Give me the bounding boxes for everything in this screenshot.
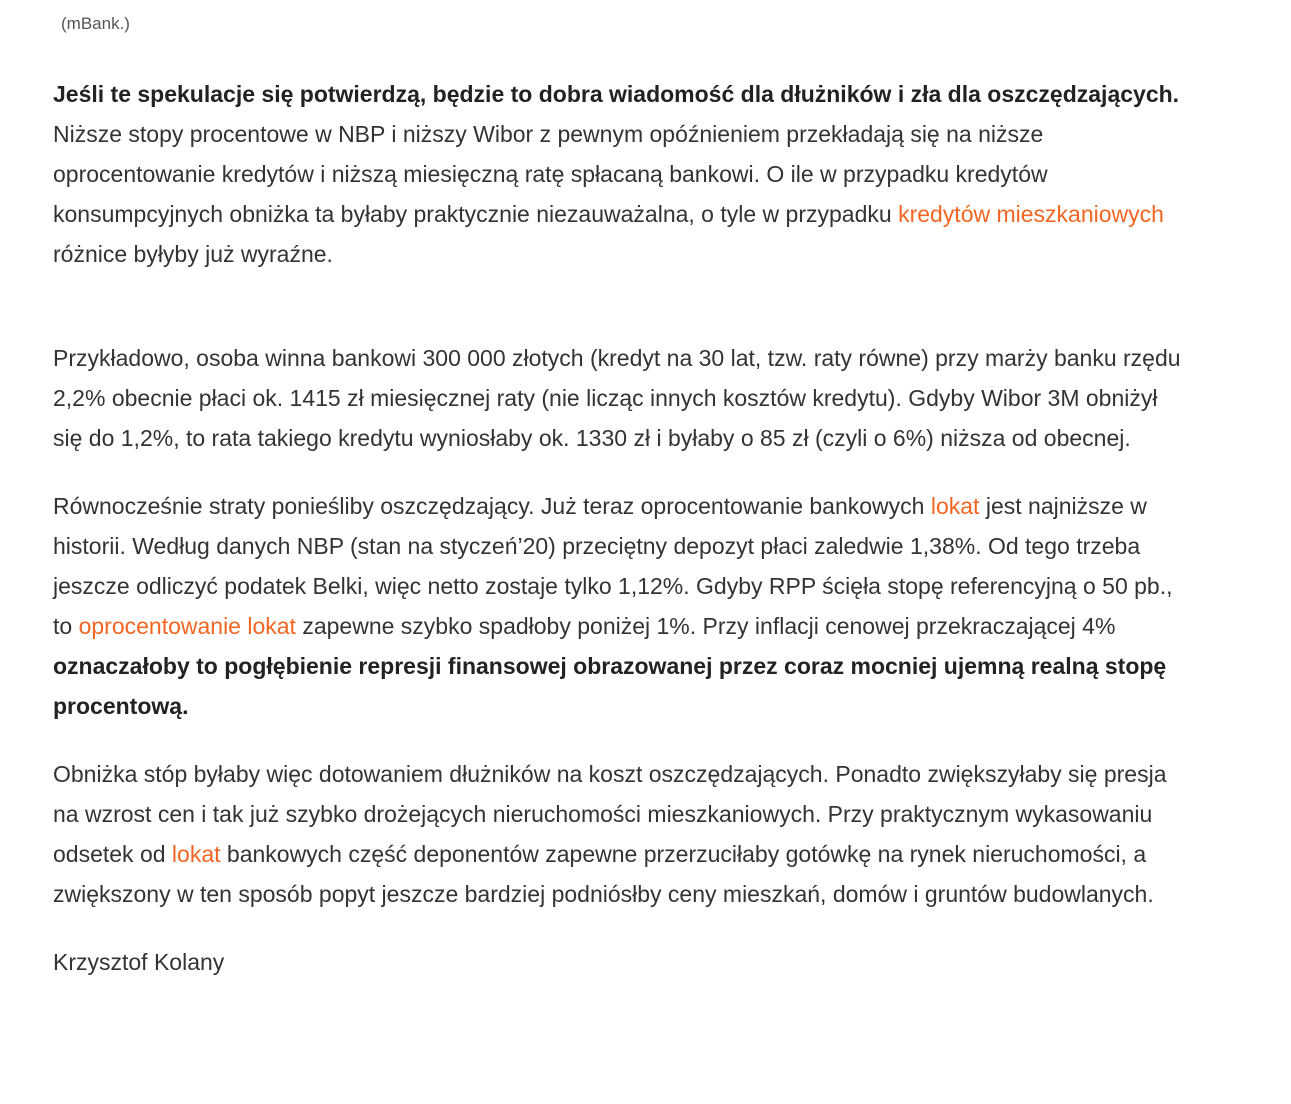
- image-caption: (mBank.): [61, 14, 130, 33]
- article-body: [53, 74, 1188, 982]
- article-author: Krzysztof Kolany: [53, 949, 225, 975]
- paragraph-text: różnice byłyby już wyraźne.: [53, 241, 333, 267]
- paragraph-text: Niższe stopy procentowe w NBP i niższy Wibor z pewnym opóźnieniem przekładają się na niższe oprocentowanie kredytów i niższą miesięczną ratę spłacaną bankowi. O ile w przypadku kredytów konsumpcyjnych obniżka ta byłaby praktycznie niezauważalna, o tyle w przypadku: [53, 121, 1048, 227]
- link-lokat[interactable]: lokat: [930, 493, 980, 519]
- paragraph-text: jest najniższe w historii. Według danych NBP (stan na styczeń’20) przeciętny depozyt płaci zaledwie 1,38%. Od tego trzeba jeszcze odliczyć podatek Belki, więc netto zostaje tylko 1,12%. Gdyby RPP ścięła stopę referencyjną o 50 pb., to: [53, 493, 1173, 639]
- paragraph-savers: [53, 486, 1188, 726]
- paragraph-text: Obniżka stóp byłaby więc dotowaniem dłużników na koszt oszczędzających. Ponadto zwiększyłaby się presja na wzrost cen i tak już szybko drożejących nieruchomości mieszkaniowych. Przy praktycznym wykasowaniu odsetek od: [53, 761, 1167, 867]
- paragraph-text: zapewne szybko spadłoby poniżej 1%. Przy inflacji cenowej przekraczającej 4%: [295, 613, 1116, 639]
- link-kredyty-mieszkaniowe[interactable]: kredytów mieszkaniowych: [898, 201, 1164, 227]
- paragraph-text: Równocześnie straty ponieśliby oszczędzający. Już teraz oprocentowanie bankowych: [53, 493, 931, 519]
- link-oprocentowanie-lokat[interactable]: oprocentowanie lokat: [78, 613, 296, 639]
- paragraph-intro: [53, 74, 1188, 274]
- paragraph-example: [53, 338, 1188, 458]
- bold-lead: Jeśli te spekulacje się potwierdzą, będzie to dobra wiadomość dla dłużników i zła dla oszczędzających.: [53, 81, 1180, 107]
- paragraph-text: Przykładowo, osoba winna bankowi 300 000 złotych (kredyt na 30 lat, tzw. raty równe) przy marży banku rzędu 2,2% obecnie płaci ok. 1415 zł miesięcznej raty (nie licząc innych kosztów kredytu). Gdyby Wibor 3M obniżył się do 1,2%, to rata takiego kredytu wyniosłaby ok. 1330 zł i byłaby o 85 zł (czyli o 6%) niższa od obecnej.: [53, 345, 1181, 451]
- paragraph-summary: [53, 754, 1188, 914]
- paragraph-text: bankowych część deponentów zapewne przerzuciłaby gotówkę na rynek nieruchomości, a zwiększony w ten sposób popyt jeszcze bardziej podniósłby ceny mieszkań, domów i gruntów budowlanych.: [53, 841, 1154, 907]
- bold-conclusion: oznaczałoby to pogłębienie represji finansowej obrazowanej przez coraz mocniej ujemną realną stopę procentową.: [53, 653, 1167, 719]
- link-lokat-2[interactable]: lokat: [171, 841, 221, 867]
